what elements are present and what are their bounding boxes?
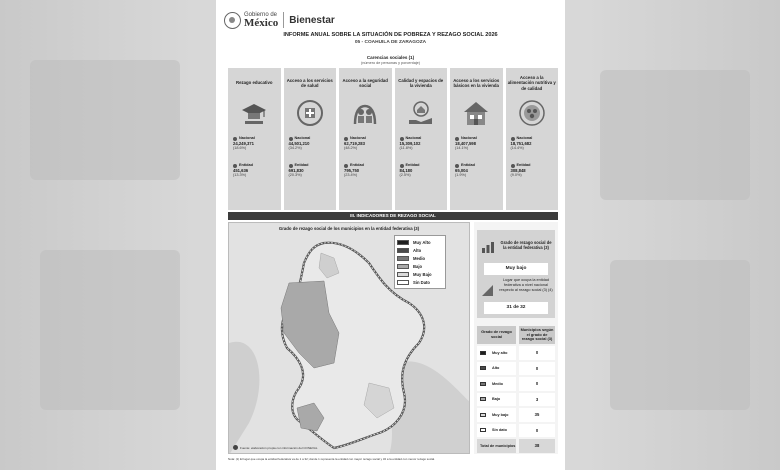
stat-nacional [233,136,255,151]
map-legend [394,235,446,289]
report-page [216,0,565,470]
gobierno-big-text: México [244,16,279,29]
flag-icon [511,137,515,141]
municipios-table [477,326,555,453]
card-title: Acceso a los servicios de salud [286,77,333,88]
stat-nacional [344,136,366,151]
legend-item: Medio [397,254,443,262]
lugar-position: 31 de 32 [484,302,548,314]
entidad-label: Entidad [455,163,475,168]
grado-value: Muy bajo [484,263,548,275]
nacional-value: 18,751,682 [510,141,532,146]
stat-entidad [233,163,253,178]
table-total-row [477,439,555,453]
stat-nacional [289,136,311,151]
carencia-card-servicios-basicos [450,68,503,210]
section-title-bar: III. INDICADORES DE REZAGO SOCIAL [228,212,558,220]
carencia-card-seguridad-social [339,68,392,210]
row-count: 0 [519,424,555,438]
nacional-label: Nacional [233,136,255,141]
row-swatch [480,397,486,401]
stat-nacional [400,136,422,151]
nacional-label: Nacional [400,136,422,141]
legend-item: Alto [397,246,443,254]
carencia-card-salud [284,68,337,210]
nacional-label: Nacional [511,136,533,141]
stat-entidad [289,163,309,178]
grado-entidad-box [477,230,555,318]
legend-swatch [397,248,409,253]
bar-chart-icon [481,240,495,254]
lugar-title: Lugar que ocupa la entidad federativa a nivel nacional respecto al rezago social (3) (4) [499,278,553,292]
gobierno-small-text: Gobierno de [244,11,278,18]
flag-icon [455,137,459,141]
nacional-pct: (48.2%) [344,146,358,150]
row-swatch [480,428,486,432]
legend-swatch [397,240,409,245]
family-protection-icon [350,98,380,128]
entidad-value: 795,750 [344,168,360,173]
card-title: Acceso a la alimentación nutritiva y de calidad [507,74,556,91]
table-header-municipios: Municipios según el grado de rezago social (3) [519,326,555,344]
row-count: 0 [519,346,555,360]
stat-entidad [344,163,364,178]
background-blur-shape [30,60,180,180]
flag-icon [289,137,293,141]
card-title: Acceso a los servicios básicos en la vivienda [453,77,500,88]
map-title: Grado de rezago social de los municipios en la entidad federativa (3) [278,226,420,231]
table-header-grado: Grado de rezago social [477,326,516,344]
header-logos [224,9,424,31]
pin-icon [233,164,237,168]
nacional-value: 18,407,598 [455,141,476,146]
row-count: 3 [519,393,555,407]
entidad-label: Entidad [400,163,420,168]
table-row: Muy alto 0 [477,346,555,360]
entidad-label: Entidad [511,163,531,168]
table-header [477,326,555,344]
card-title: Calidad y espacios de la vivienda [398,77,444,88]
entidad-pct: (1.9%) [455,173,467,177]
ranking-icon [481,284,494,297]
nacional-label: Nacional [455,136,477,141]
health-services-icon [295,98,325,128]
carencias-cards [228,68,558,210]
nacional-pct: (18.6%) [233,146,247,150]
food-plate-icon [517,98,547,128]
mexico-seal-icon [224,12,241,29]
pin-icon [289,164,293,168]
entidad-label: Entidad [289,163,309,168]
carencia-card-calidad-vivienda [395,68,448,210]
entidad-value: 84,180 [399,168,413,173]
stat-entidad [455,163,475,178]
entidad-pct: (23.4%) [344,173,358,177]
nacional-value: 44,501,210 [288,141,310,146]
flag-icon [233,137,237,141]
flag-icon [344,137,348,141]
nacional-label: Nacional [289,136,311,141]
entidad-value: 308,848 [510,168,526,173]
row-count: 0 [519,362,555,376]
entidad-label: Entidad [233,163,253,168]
legend-swatch [397,256,409,261]
entidad-value: 65,004 [455,168,468,173]
carencia-card-rezago-educativo [228,68,281,210]
total-label: Total de municipios [477,439,516,453]
nacional-label: Nacional [344,136,366,141]
graduation-cap-icon [239,98,269,128]
entidad-value: 451,636 [233,168,249,173]
bienestar-logo: Bienestar [289,14,335,26]
entidad-pct: (20.3%) [288,173,302,177]
row-swatch [480,382,486,386]
table-row: Sin dato 0 [477,424,555,438]
pin-icon [344,164,348,168]
footnote: Nota: (1) El lugar que ocupa la entidad federativa va de 1 a 32; donde 1 representa la entidad con mayor rezago social y 32 a la entidad con menor rezago social. [228,457,435,461]
table-row: Medio 0 [477,377,555,391]
row-swatch [480,413,486,417]
background-blur-shape [600,70,750,200]
background-blur-shape [610,260,750,410]
flag-icon [400,137,404,141]
legend-item: Bajo [397,262,443,270]
gobierno-logo [244,12,278,29]
stat-entidad [511,163,531,178]
side-panel [474,222,558,454]
legend-item: Sin Dato [397,278,443,286]
entidad-pct: (13.3%) [233,173,247,177]
report-subtitle: 05 - COAHUILA DE ZARAGOZA [354,40,427,45]
legend-swatch [397,272,409,277]
table-row: Muy bajo 35 [477,408,555,422]
nacional-pct: (11.8%) [399,146,413,150]
nacional-value: 24,249,371 [233,141,254,146]
card-title: Rezago educativo [235,80,273,86]
map-footer: Fuente: elaboración propia con información del CONEVAL [233,445,318,450]
info-icon [233,445,238,450]
pin-icon [455,164,459,168]
nacional-value: 62,719,283 [344,141,365,146]
nacional-pct: (14.4%) [510,146,524,150]
stat-nacional [455,136,477,151]
hand-house-icon [406,98,436,128]
grado-title: Grado de rezago social de la entidad federativa (3) [500,240,552,251]
entidad-value: 691,830 [288,168,304,173]
entidad-label: Entidad [344,163,364,168]
report-title: INFORME ANUAL SOBRE LA SITUACIÓN DE POBREZA Y REZAGO SOCIAL 2026 [283,32,498,38]
stat-entidad [400,163,420,178]
table-row: Bajo 3 [477,393,555,407]
nacional-pct: (34.2%) [288,146,302,150]
row-count: 0 [519,377,555,391]
card-title: Acceso a la seguridad social [342,77,388,88]
stat-nacional [511,136,533,151]
entidad-pct: (2.5%) [399,173,411,177]
municipal-map [228,222,470,454]
carencia-card-alimentacion [506,68,559,210]
entidad-pct: (9.0%) [510,173,522,177]
nacional-pct: (14.1%) [455,146,469,150]
total-value: 38 [519,439,555,453]
legend-swatch [397,280,409,285]
row-count: 35 [519,408,555,422]
row-swatch [480,366,486,370]
header-divider [283,12,284,28]
carencias-title: Carencias sociales (1) [366,55,415,60]
pin-icon [400,164,404,168]
legend-item: Muy Bajo [397,270,443,278]
background-blur-shape [40,250,180,410]
carencias-subtitle: (número de personas y porcentaje) [360,61,421,65]
pin-icon [511,164,515,168]
legend-swatch [397,264,409,269]
house-services-icon [461,98,491,128]
table-row: Alto 0 [477,362,555,376]
nacional-value: 15,309,102 [399,141,421,146]
legend-item: Muy Alto [397,238,443,246]
row-swatch [480,351,486,355]
